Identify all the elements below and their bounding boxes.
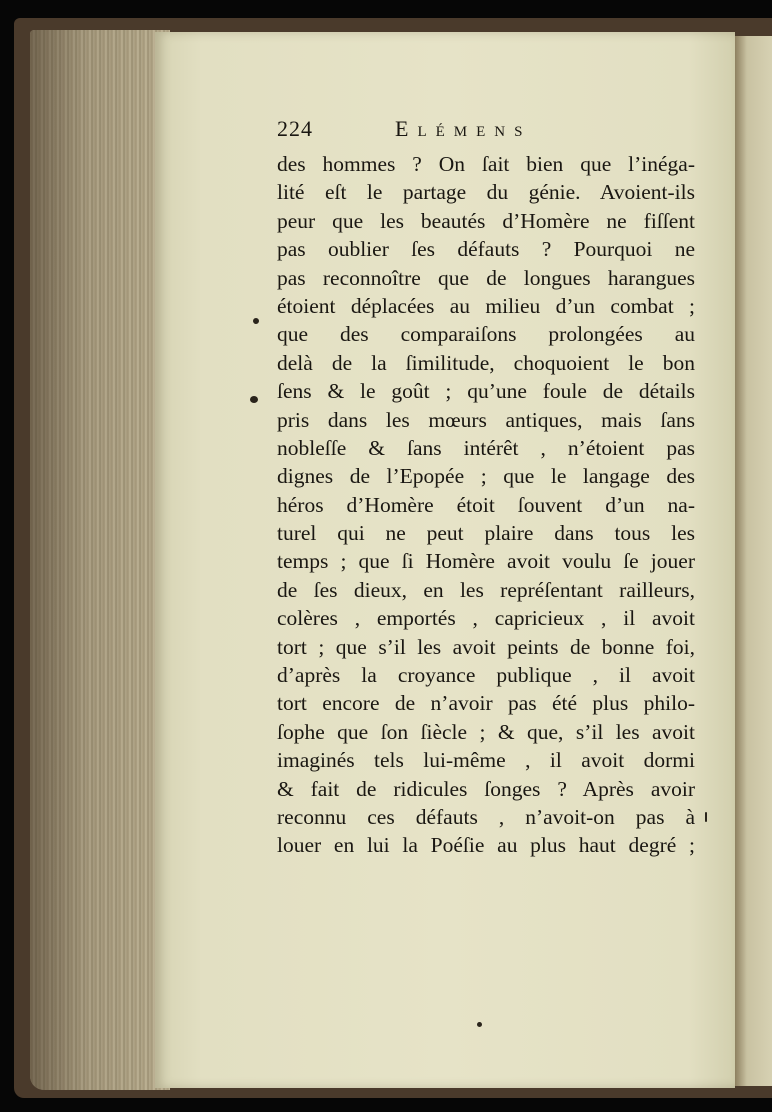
- ink-speck: [477, 1022, 482, 1027]
- page-number: 224: [277, 116, 313, 141]
- text-line: imaginés tels lui-même , il avoit dormi: [277, 748, 695, 773]
- text-line: héros d’Homère étoit ſouvent d’un na-: [277, 492, 695, 517]
- text-line: reconnu ces défauts , n’avoit-on pas à: [277, 804, 695, 829]
- text-line: de ſes dieux, en les repréſentant railleurs,: [277, 577, 695, 602]
- text-line: pas reconnoître que de longues harangues: [277, 265, 695, 290]
- text-line: temps ; que ſi Homère avoit voulu ſe jouer: [277, 549, 695, 574]
- text-line: ſophe que ſon ſiècle ; & que, s’il les avoit: [277, 719, 695, 744]
- text-line: ſens & le goût ; qu’une foule de détails: [277, 379, 695, 404]
- text-line: des hommes ? On ſait bien que l’inéga-: [277, 152, 695, 176]
- text-line: turel qui ne peut plaire dans tous les: [277, 521, 695, 546]
- text-line: d’après la croyance publique , il avoit: [277, 663, 695, 688]
- page-edges-shadow: [30, 30, 170, 1090]
- text-line: nobleſſe & ſans intérêt , n’étoient pas: [277, 435, 695, 460]
- text-line: lité eſt le partage du génie. Avoient-ils: [277, 180, 695, 205]
- text-line: peur que les beautés d’Homère ne fiſſent: [277, 208, 695, 233]
- ink-speck: [250, 396, 258, 403]
- text-lines: [277, 150, 695, 860]
- running-head: [277, 116, 695, 150]
- text-line: tort ; que s’il les avoit peints de bonne foi,: [277, 634, 695, 659]
- text-line: colères , emportés , capricieux , il avoit: [277, 606, 695, 631]
- text-line: pas oublier ſes défauts ? Pourquoi ne: [277, 237, 695, 262]
- text-line: louer en lui la Poéſie au plus haut degré ;: [277, 833, 695, 858]
- page-text: [277, 116, 695, 860]
- facing-page-edge: [735, 36, 772, 1086]
- ink-speck: [253, 318, 259, 324]
- text-line: & fait de ridicules ſonges ? Après avoir: [277, 776, 695, 801]
- text-line: tort encore de n’avoir pas été plus philo-: [277, 691, 695, 716]
- text-line: pris dans les mœurs antiques, mais ſans: [277, 407, 695, 432]
- text-line: que des comparaiſons prolongées au: [277, 322, 695, 347]
- text-line: delà de la ſimilitude, choquoient le bon: [277, 350, 695, 375]
- text-line: étoient déplacées au milieu d’un combat ;: [277, 293, 695, 318]
- text-line: dignes de l’Epopée ; que le langage des: [277, 464, 695, 489]
- running-title: Elémens: [395, 116, 532, 141]
- ink-speck: [705, 812, 707, 822]
